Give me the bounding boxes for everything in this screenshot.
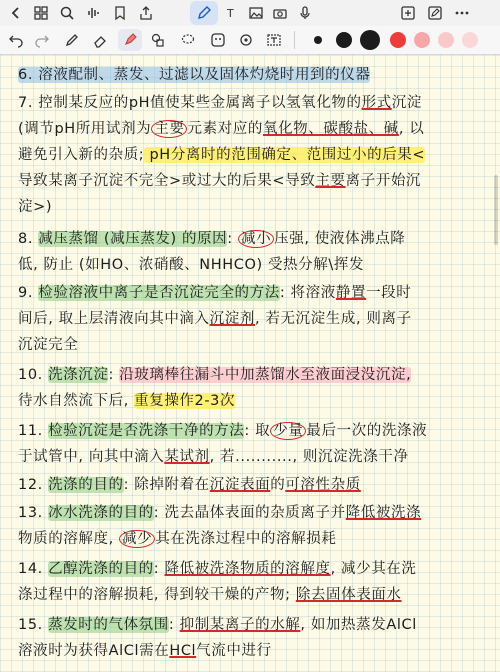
color-swatch-pink[interactable] bbox=[414, 32, 430, 48]
note-text: 减少 bbox=[119, 530, 155, 548]
note-text: 沉淀完全 bbox=[18, 337, 79, 353]
note-text: : bbox=[168, 617, 180, 633]
color-swatch-light-pink[interactable] bbox=[438, 32, 454, 48]
toolbar-divider bbox=[294, 31, 295, 49]
note-text: 15. bbox=[18, 617, 49, 633]
note-line bbox=[18, 559, 417, 579]
note-text: : bbox=[153, 561, 165, 577]
search-icon[interactable] bbox=[57, 3, 77, 23]
sticker-icon[interactable] bbox=[208, 30, 228, 50]
share-icon[interactable] bbox=[136, 3, 156, 23]
note-text: 低, 防止 (如HO、浓硝酸、NHHCO) 受热分解\挥发 bbox=[18, 257, 365, 273]
note-text: : bbox=[108, 367, 120, 383]
note-text: 压强, 使液体沸点降 bbox=[274, 231, 406, 247]
note-text: 少量 bbox=[270, 422, 306, 440]
note-text: : 将溶液 bbox=[279, 285, 336, 301]
note-text: 氧化物、碳酸盐、碱 bbox=[262, 121, 399, 137]
note-line bbox=[18, 283, 411, 303]
note-text: : 取 bbox=[244, 423, 271, 439]
note-text: HCl bbox=[169, 643, 197, 659]
undo-icon[interactable] bbox=[6, 30, 26, 50]
note-text: 主要 bbox=[151, 120, 187, 138]
note-line bbox=[18, 171, 421, 191]
note-text: 气流中进行 bbox=[196, 643, 272, 659]
note-text: 洗涤的目的 bbox=[48, 477, 124, 493]
note-text: 元素对应的 bbox=[187, 121, 263, 137]
note-text: (调节pH所用试剂为 bbox=[18, 121, 152, 137]
note-line bbox=[18, 229, 405, 249]
lasso-icon[interactable] bbox=[178, 30, 198, 50]
grid-view-icon[interactable] bbox=[31, 3, 51, 23]
note-text: 淀>) bbox=[18, 199, 53, 215]
note-text: pH分离时的范围确定、范围过小的后果< bbox=[144, 147, 426, 163]
note-line bbox=[18, 421, 427, 441]
note-text: 冰水洗涤的目的 bbox=[48, 505, 154, 521]
note-text: 减压蒸馏 (减压蒸发) 的原因 bbox=[38, 231, 228, 247]
note-text: 最后一次的洗涤液 bbox=[306, 423, 428, 439]
pen-tool-icon[interactable] bbox=[62, 30, 82, 50]
edit-icon[interactable] bbox=[425, 3, 445, 23]
note-text: 减小 bbox=[238, 230, 274, 248]
bookmark-icon[interactable] bbox=[110, 3, 130, 23]
note-text: 12. bbox=[18, 477, 49, 493]
note-text: 除去固体表面水 bbox=[295, 587, 402, 603]
note-text: 乙醇洗涤的目的 bbox=[48, 561, 154, 577]
note-text: 间后, 取上层清液向其中滴入 bbox=[18, 311, 210, 327]
microphone-icon[interactable] bbox=[295, 3, 315, 23]
note-text: 某试剂 bbox=[164, 449, 210, 465]
note-text: 洗涤沉淀 bbox=[48, 367, 109, 383]
note-text: 主要 bbox=[315, 173, 346, 189]
note-text: 沿玻璃棒往漏斗中加蒸馏水至液面浸没沉淀, bbox=[119, 367, 412, 383]
note-line bbox=[18, 585, 402, 605]
color-swatch-lighter-pink[interactable] bbox=[462, 32, 478, 48]
note-text: 重复操作2-3次 bbox=[134, 393, 236, 409]
color-swatch-black-small[interactable] bbox=[314, 36, 322, 44]
note-text: , 若..........., 则沉淀洗涤干净 bbox=[209, 449, 409, 465]
note-text: 沉淀剂 bbox=[209, 311, 255, 327]
add-page-icon[interactable] bbox=[398, 3, 418, 23]
note-line bbox=[18, 255, 364, 275]
note-text: : bbox=[227, 231, 238, 247]
note-text: 涤过程中的溶解损耗, 得到较干燥的产物; bbox=[18, 587, 296, 603]
note-text: 蒸发时的气体氛围 bbox=[48, 617, 169, 633]
note-text: 降低被洗涤物质的溶解度 bbox=[164, 561, 331, 577]
note-text: 溶液时为获得AlCl需在 bbox=[18, 643, 170, 659]
text-box-icon[interactable] bbox=[264, 30, 284, 50]
text-mode-icon[interactable] bbox=[222, 3, 242, 23]
color-swatch-red[interactable] bbox=[390, 32, 406, 48]
note-text: 于试管中, 向其中滴入 bbox=[18, 449, 165, 465]
laser-icon[interactable] bbox=[236, 30, 256, 50]
top-toolbar bbox=[0, 0, 500, 27]
note-text: 13. bbox=[18, 505, 49, 521]
note-line bbox=[18, 615, 417, 635]
note-line bbox=[18, 93, 422, 113]
back-icon[interactable] bbox=[6, 3, 26, 23]
image-icon[interactable] bbox=[246, 3, 266, 23]
note-text: , 如加热蒸发AlCl bbox=[300, 617, 417, 633]
scrollbar[interactable] bbox=[494, 175, 498, 245]
note-text: , 若无沉淀生成, 则离子 bbox=[254, 311, 412, 327]
note-line bbox=[18, 65, 370, 85]
note-text: 可溶性杂质 bbox=[285, 477, 361, 493]
note-line bbox=[18, 475, 361, 495]
note-line bbox=[18, 119, 424, 139]
camera-icon[interactable] bbox=[270, 3, 290, 23]
note-line bbox=[18, 503, 421, 523]
note-text: 导致某离子沉淀不完全>或过大的后果<导致 bbox=[18, 173, 316, 189]
note-text: 检验沉淀是否洗涤干净的方法 bbox=[48, 423, 245, 439]
note-text: 避免引入新的杂质; bbox=[18, 147, 145, 163]
note-line bbox=[18, 641, 272, 661]
note-text: 检验溶液中离子是否沉淀完全的方法 bbox=[38, 285, 280, 301]
note-line bbox=[18, 335, 78, 355]
color-swatch-black-medium[interactable] bbox=[336, 32, 352, 48]
note-text: 形式 bbox=[361, 95, 392, 111]
note-text: 降低被洗涤 bbox=[345, 505, 422, 521]
note-text: : 除掉附着在 bbox=[123, 477, 210, 493]
redo-icon[interactable] bbox=[32, 30, 52, 50]
note-line bbox=[18, 197, 52, 217]
note-line bbox=[18, 529, 336, 549]
note-text: 沉淀表面 bbox=[209, 477, 271, 493]
note-line bbox=[18, 365, 411, 385]
note-line bbox=[18, 309, 412, 329]
note-text: 其在洗涤过程中的溶解损耗 bbox=[155, 531, 337, 547]
note-text: 8. bbox=[18, 231, 39, 247]
svg-text:T: T bbox=[227, 7, 234, 20]
note-text: 沉淀 bbox=[391, 95, 422, 111]
note-text: 静置 bbox=[335, 285, 367, 301]
tool-palette bbox=[0, 26, 500, 55]
note-text: , 以 bbox=[398, 121, 425, 137]
note-text: 待水自然流下后, bbox=[18, 393, 135, 409]
audio-icon[interactable] bbox=[84, 3, 104, 23]
note-text: 抑制某离子的水解 bbox=[179, 617, 301, 633]
note-text: 14. bbox=[18, 561, 49, 577]
highlighter-icon[interactable] bbox=[120, 30, 140, 50]
note-line bbox=[18, 391, 235, 411]
color-swatch-black-large[interactable] bbox=[360, 30, 380, 50]
note-text: 11. bbox=[18, 423, 49, 439]
pen-mode-icon[interactable] bbox=[194, 3, 214, 23]
note-text: 10. bbox=[18, 367, 49, 383]
note-page[interactable] bbox=[0, 55, 500, 672]
eraser-icon[interactable] bbox=[90, 30, 110, 50]
note-text: 7. 控制某反应的pH值使某些金属离子以氢氧化物的 bbox=[18, 95, 362, 111]
note-text: 6. 溶液配制、蒸发、过滤以及固体灼烧时用到的仪器 bbox=[18, 67, 371, 83]
note-text: 的 bbox=[270, 477, 286, 493]
note-text: : 洗去晶体表面的杂质离子并 bbox=[153, 505, 346, 521]
note-text: 物质的溶解度, bbox=[18, 531, 120, 547]
shapes-icon[interactable] bbox=[148, 30, 168, 50]
more-icon[interactable] bbox=[452, 3, 472, 23]
note-text: 一段时 bbox=[366, 285, 412, 301]
note-text: 离子开始沉 bbox=[345, 173, 422, 189]
note-line bbox=[18, 447, 409, 467]
note-text: , 减少其在洗 bbox=[330, 561, 417, 577]
note-text: 9. bbox=[18, 285, 39, 301]
note-line bbox=[18, 145, 425, 165]
